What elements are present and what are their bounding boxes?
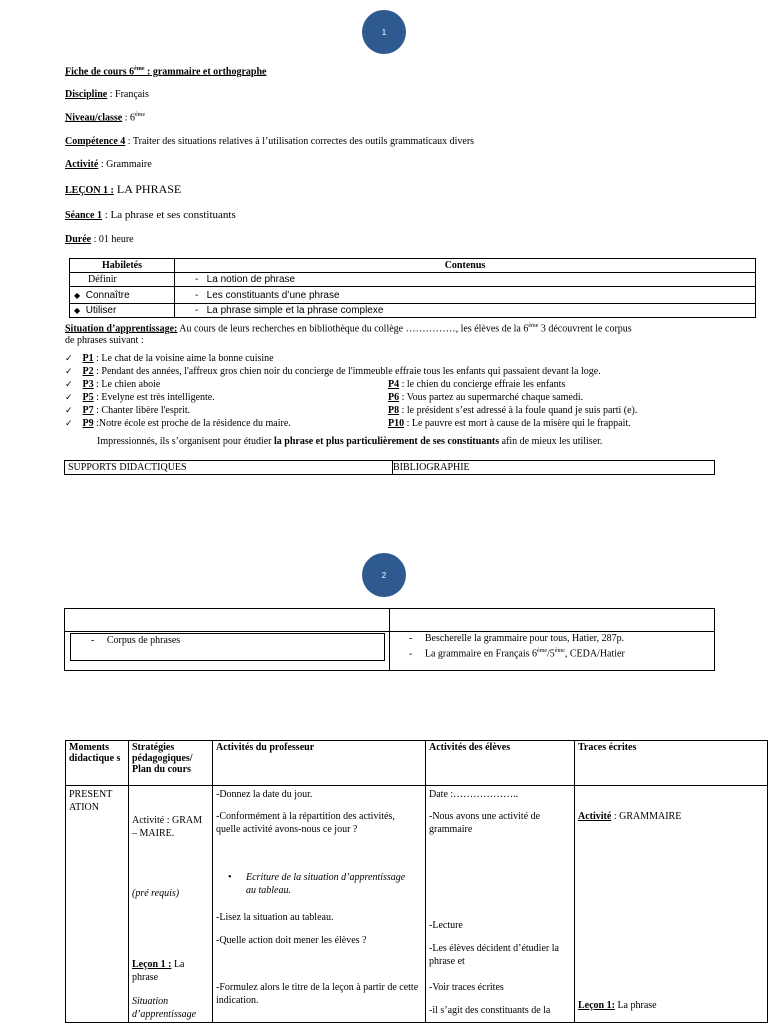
biblio-item: - Bescherelle la grammaire pour tous, Hatier, 287p. [409, 633, 625, 644]
header-strategies: Stratégies pédagogiques/ Plan du cours [129, 741, 213, 786]
table-row [66, 786, 768, 1023]
supports-biblio-header [64, 460, 715, 475]
list-item: P4 : le chien du concierge effraie les enfants [388, 379, 566, 390]
strategie-cell: Activité : GRAM – MAIRE. (pré requis) Leçon 1 : La phrase Situation d’apprentissage [129, 786, 213, 1023]
list-item: ✓ P2 : Pendant des années, l'affreux gros chien noir du concierge de l'immeuble effraie tous les enfants qui passaient devant la loge. [65, 366, 601, 377]
list-item: P6 : Vous partez au supermarché chaque samedi. [388, 392, 584, 403]
conclusion-paragraph: Impressionnés, ils s’organisent pour étudier la phrase et plus particulièrement de ses constituants afin de mieux les utiliser. [97, 436, 603, 447]
list-item: ✓ P5 : Evelyne est très intelligente. [65, 392, 215, 403]
biblio-item: - La grammaire en Français 6ème/5ème, CEDA/Hatier [409, 648, 625, 660]
checkmark-icon: ✓ [65, 367, 73, 377]
niveau-line: Niveau/classe : 6ème [65, 112, 145, 124]
habilete-cell: ◆ Utiliser [70, 304, 175, 318]
header-habiletes: Habiletés [70, 259, 175, 273]
table-header-row [66, 741, 768, 786]
page-number: 2 [381, 570, 387, 580]
header-activites-eleves: Activités des élèves [426, 741, 575, 786]
page-number-badge [362, 553, 406, 597]
competence-line: Compétence 4 : Traiter des situations relatives à l’utilisation correctes des outils grammaticaux divers [65, 136, 475, 147]
table-row [70, 287, 756, 304]
list-item: ✓ P7 : Chanter libère l'esprit. [65, 405, 191, 416]
page-number-badge [362, 10, 406, 54]
checkmark-icon: ✓ [65, 380, 73, 390]
list-item: ✓ P3 : Le chien aboie [65, 379, 161, 390]
habilete-cell: Définir [70, 273, 175, 287]
checkmark-icon: ✓ [65, 354, 73, 364]
checkmark-icon: ✓ [65, 406, 73, 416]
supports-biblio-table [64, 608, 715, 671]
header-traces-ecrites: Traces écrites [575, 741, 768, 786]
table-header-row [70, 259, 756, 273]
list-item: P10 : Le pauvre est mort à cause de la misère qui le frappait. [388, 418, 631, 429]
header-activites-professeur: Activités du professeur [213, 741, 426, 786]
professeur-cell: -Donnez la date du jour. -Conformément à la répartition des activités, quelle activité avons-nous ce jour ? • Ecriture de la situation d’apprentissage au tableau. -Lisez la situation au tableau. -Quelle action doit mener les élèves ? -Formulez alors le titre de la leçon à partir de cette indication. [213, 786, 426, 1023]
table-row [70, 304, 756, 318]
table-row [70, 273, 756, 287]
eleves-cell: Date :……………….. -Nous avons une activité de grammaire -Lecture -Les élèves décident d’étudier la phrase et -Voir traces écrites -il s’agit des constituants de la [426, 786, 575, 1023]
checkmark-icon: ✓ [65, 393, 73, 403]
contenu-cell: - La notion de phrase [175, 273, 756, 287]
contenu-cell: - Les constituants d’une phrase [175, 287, 756, 304]
bullet-dot-icon: • [228, 872, 232, 883]
header-contenus: Contenus [175, 259, 756, 273]
column-divider [389, 609, 390, 670]
moment-cell: PRESENT ATION [66, 786, 129, 1023]
lecon-line: LEÇON 1 : LA PHRASE [65, 182, 182, 196]
habiletes-table [69, 258, 756, 318]
checkmark-icon: ✓ [65, 419, 73, 429]
contenu-cell: - La phrase simple et la phrase complexe [175, 304, 756, 318]
list-item: ✓ P1 : Le chat de la voisine aime la bonne cuisine [65, 353, 274, 364]
page-number: 1 [381, 27, 387, 37]
traces-cell: Activité : GRAMMAIRE Leçon 1: La phrase [575, 786, 768, 1023]
situation-line: Situation d’apprentissage: Au cours de leurs recherches en bibliothèque du collège ……………, les élèves de la 6ème 3 découvrent le corpus [65, 323, 632, 335]
biblio-header: BIBLIOGRAPHIE [393, 462, 470, 473]
situation-line-2: de phrases suivant : [65, 335, 144, 346]
activite-line: Activité : Grammaire [65, 159, 152, 170]
bullet-diamond-icon: ◆ [74, 290, 81, 300]
document-title: Fiche de cours 6ème : grammaire et orthographe [65, 66, 267, 78]
habilete-cell: ◆ Connaître [70, 287, 175, 304]
header-moments: Moments didactique s [66, 741, 129, 786]
duree-line: Durée : 01 heure [65, 234, 134, 245]
support-item: - Corpus de phrases [91, 635, 181, 646]
lesson-plan-table [65, 740, 768, 1023]
seance-line: Séance 1 : La phrase et ses constituants [65, 209, 236, 221]
bullet-diamond-icon: ◆ [74, 306, 81, 315]
list-item: P8 : le président s’est adressé à la foule quand je suis parti (e). [388, 405, 638, 416]
list-item: ✓ P9 :Notre école est proche de la résidence du maire. [65, 418, 291, 429]
support-item-box [70, 633, 385, 661]
supports-header: SUPPORTS DIDACTIQUES [65, 461, 393, 474]
discipline-line: Discipline : Français [65, 89, 149, 100]
